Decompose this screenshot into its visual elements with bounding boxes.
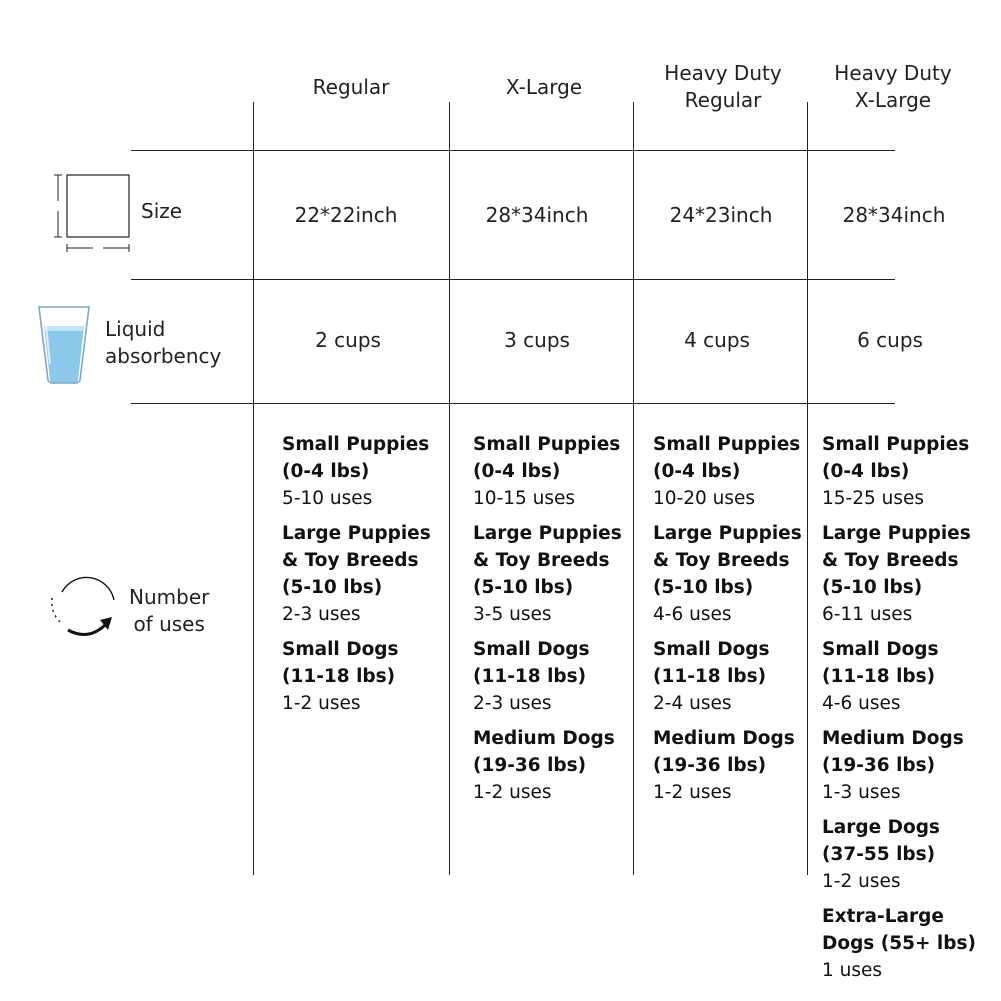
absorbency-heavy-duty-regular: 4 cups — [684, 328, 750, 352]
size-regular: 22*22inch — [294, 203, 398, 227]
use-count: 10-15 uses — [473, 488, 576, 509]
use-count: 2-3 uses — [473, 693, 552, 714]
dog-size-label: Small Dogs (11-18 lbs) — [282, 639, 399, 687]
uses-list-heavy-duty-x-large — [822, 431, 976, 992]
dog-size-label: Small Puppies (0-4 lbs) — [473, 434, 621, 482]
water-glass-icon — [36, 304, 92, 386]
use-count: 1-2 uses — [473, 782, 552, 803]
dog-size-label: Large Dogs (37-55 lbs) — [822, 817, 940, 865]
use-count: 1 uses — [822, 960, 883, 981]
uses-group — [473, 636, 622, 717]
absorbency-regular: 2 cups — [315, 328, 381, 352]
size-heavy-duty-regular: 24*23inch — [669, 203, 773, 227]
dog-size-label: Small Dogs (11-18 lbs) — [473, 639, 590, 687]
use-count: 2-4 uses — [653, 693, 732, 714]
column-header-heavy-duty-regular: Heavy Duty Regular — [664, 61, 782, 112]
use-count: 4-6 uses — [822, 693, 901, 714]
dog-size-label: Large Puppies & Toy Breeds (5-10 lbs) — [282, 523, 431, 598]
uses-group — [653, 431, 802, 512]
dog-size-label: Large Puppies & Toy Breeds (5-10 lbs) — [473, 523, 622, 598]
use-count: 10-20 uses — [653, 488, 756, 509]
use-count: 4-6 uses — [653, 604, 732, 625]
row-divider-3 — [131, 403, 895, 404]
uses-group — [282, 520, 431, 628]
dog-size-label: Large Puppies & Toy Breeds (5-10 lbs) — [653, 523, 802, 598]
uses-group — [473, 520, 622, 628]
dog-size-label: Medium Dogs (19-36 lbs) — [822, 728, 964, 776]
use-count: 15-25 uses — [822, 488, 925, 509]
uses-group — [473, 725, 622, 806]
use-count: 1-3 uses — [822, 782, 901, 803]
uses-group — [822, 814, 976, 895]
uses-group — [822, 636, 976, 717]
dog-size-label: Small Dogs (11-18 lbs) — [822, 639, 939, 687]
use-count: 3-5 uses — [473, 604, 552, 625]
size-x-large: 28*34inch — [485, 203, 589, 227]
uses-list-x-large — [473, 431, 622, 814]
uses-group — [653, 520, 802, 628]
size-heavy-duty-x-large: 28*34inch — [842, 203, 946, 227]
uses-group — [822, 520, 976, 628]
uses-list-heavy-duty-regular — [653, 431, 802, 814]
use-count: 1-2 uses — [282, 693, 361, 714]
dog-size-label: Small Dogs (11-18 lbs) — [653, 639, 770, 687]
uses-group — [822, 431, 976, 512]
row-label-size: Size — [141, 199, 183, 223]
row-label-number-of-uses: Number of uses — [129, 585, 210, 636]
absorbency-heavy-duty-x-large: 6 cups — [857, 328, 923, 352]
dog-size-label: Medium Dogs (19-36 lbs) — [653, 728, 795, 776]
dog-size-label: Extra-Large Dogs (55+ lbs) — [822, 906, 976, 954]
column-header-regular: Regular — [312, 75, 390, 99]
row-divider-1 — [131, 150, 895, 151]
uses-list-regular — [282, 431, 431, 725]
use-count: 6-11 uses — [822, 604, 913, 625]
reuse-cycle-icon — [46, 570, 120, 640]
uses-group — [282, 636, 431, 717]
uses-group — [653, 636, 802, 717]
dog-size-label: Small Puppies (0-4 lbs) — [653, 434, 801, 482]
uses-group — [822, 903, 976, 984]
use-count: 1-2 uses — [653, 782, 732, 803]
use-count: 2-3 uses — [282, 604, 361, 625]
dog-size-label: Small Puppies (0-4 lbs) — [822, 434, 970, 482]
row-label-liquid-absorbency: Liquid absorbency — [105, 317, 222, 368]
row-divider-2 — [131, 279, 895, 280]
dog-size-label: Medium Dogs (19-36 lbs) — [473, 728, 615, 776]
use-count: 5-10 uses — [282, 488, 373, 509]
absorbency-x-large: 3 cups — [504, 328, 570, 352]
uses-group — [473, 431, 622, 512]
column-header-x-large: X-Large — [505, 75, 583, 99]
dog-size-label: Small Puppies (0-4 lbs) — [282, 434, 430, 482]
use-count: 1-2 uses — [822, 871, 901, 892]
square-size-icon — [52, 172, 134, 254]
column-header-heavy-duty-x-large: Heavy Duty X-Large — [834, 61, 952, 112]
uses-group — [653, 725, 802, 806]
uses-group — [282, 431, 431, 512]
uses-group — [822, 725, 976, 806]
dog-size-label: Large Puppies & Toy Breeds (5-10 lbs) — [822, 523, 971, 598]
